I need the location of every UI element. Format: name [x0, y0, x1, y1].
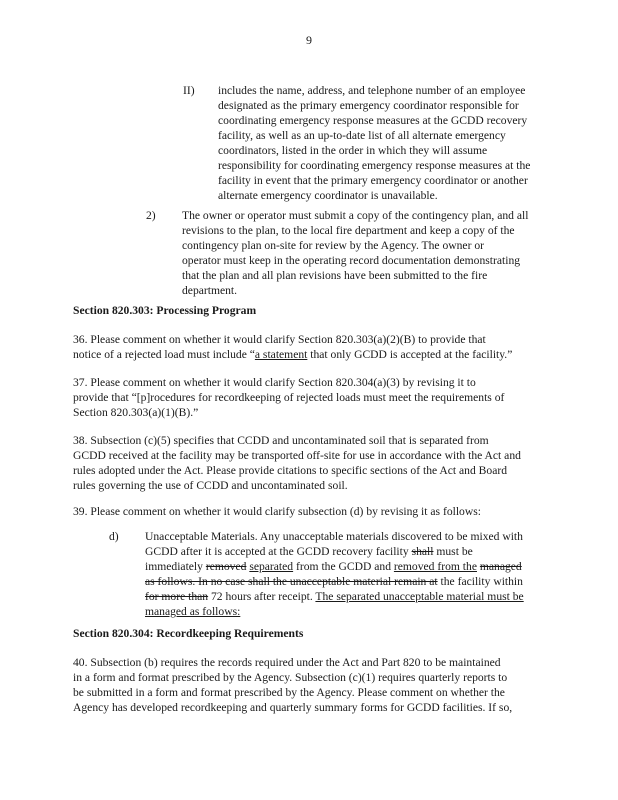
item-d-line: as follows. In no case shall the unacceptable material remain at the facility within	[145, 575, 523, 588]
item-ii-marker: II)	[183, 84, 195, 97]
q37-line: provide that “[p]rocedures for recordkeeping of rejected loads must meet the requirements of	[73, 391, 505, 404]
item-2-marker: 2)	[146, 209, 156, 222]
item-ii-line: alternate emergency coordinator is unavailable.	[218, 189, 438, 202]
item-2-line: The owner or operator must submit a copy of the contingency plan, and all	[182, 209, 529, 222]
item-ii-line: coordinators, listed in the order in which they will assume	[218, 144, 488, 157]
q37-line: 37. Please comment on whether it would clarify Section 820.304(a)(3) by revising it to	[73, 376, 476, 389]
q40-line: 40. Subsection (b) requires the records required under the Act and Part 820 to be maintained	[73, 656, 501, 669]
item-d-line: managed as follows:	[145, 605, 241, 618]
q37-line: Section 820.303(a)(1)(B).”	[73, 406, 199, 419]
item-ii-line: facility, as well as an up-to-date list of all alternate emergency	[218, 129, 506, 142]
item-d-line: Unacceptable Materials. Any unacceptable materials discovered to be mixed with	[145, 530, 523, 543]
item-2-line: contingency plan on-site for review by the Agency. The owner or	[182, 239, 484, 252]
item-d-line: immediately removed separated from the GCDD and removed from the managed	[145, 560, 522, 573]
section-heading-820-303: Section 820.303: Processing Program	[73, 304, 257, 317]
section-heading-820-304: Section 820.304: Recordkeeping Requirements	[73, 627, 304, 640]
q36-line: notice of a rejected load must include “a statement that only GCDD is accepted at the facility.”	[73, 348, 513, 361]
item-2-line: that the plan and all plan revisions have been submitted to the fire	[182, 269, 488, 282]
q40-line: Agency has developed recordkeeping and quarterly summary forms for GCDD facilities. If so,	[73, 701, 513, 714]
q38-line: 38. Subsection (c)(5) specifies that CCDD and uncontaminated soil that is separated from	[73, 434, 489, 447]
page-number: 9	[306, 33, 312, 47]
item-d-line: for more than 72 hours after receipt. The separated unacceptable material must be	[145, 590, 524, 603]
item-ii-line: facility in event that the primary emergency coordinator or another	[218, 174, 528, 187]
item-d-marker: d)	[109, 530, 119, 543]
question-39: 39. Please comment on whether it would clarify subsection (d) by revising it as follows:	[73, 505, 481, 518]
q38-line: rules adopted under the Act. Please provide citations to specific sections of the Act and Board	[73, 464, 508, 477]
item-d-line: GCDD after it is accepted at the GCDD recovery facility shall must be	[145, 545, 473, 558]
item-2-line: revisions to the plan, to the local fire department and keep a copy of the	[182, 224, 515, 237]
item-ii-line: includes the name, address, and telephone number of an employee	[218, 84, 526, 97]
q36-line: 36. Please comment on whether it would clarify Section 820.303(a)(2)(B) to provide that	[73, 333, 486, 346]
item-ii-line: designated as the primary emergency coordinator responsible for	[218, 99, 519, 112]
item-2-line: department.	[182, 284, 238, 297]
q40-line: in a form and format prescribed by the Agency. Subsection (c)(1) requires quarterly reports to	[73, 671, 508, 684]
item-ii-line: coordinating emergency response measures at the GCDD recovery	[218, 114, 528, 127]
q38-line: GCDD received at the facility may be transported off-site for use in accordance with the Act and	[73, 449, 521, 462]
q40-line: be submitted in a form and format prescribed by the Agency. Please comment on whether the	[73, 686, 505, 699]
q38-line: rules governing the use of CCDD and uncontaminated soil.	[73, 479, 348, 492]
item-ii-line: responsibility for coordinating emergency response measures at the	[218, 159, 531, 172]
item-2-line: operator must keep in the operating record documentation demonstrating	[182, 254, 521, 267]
